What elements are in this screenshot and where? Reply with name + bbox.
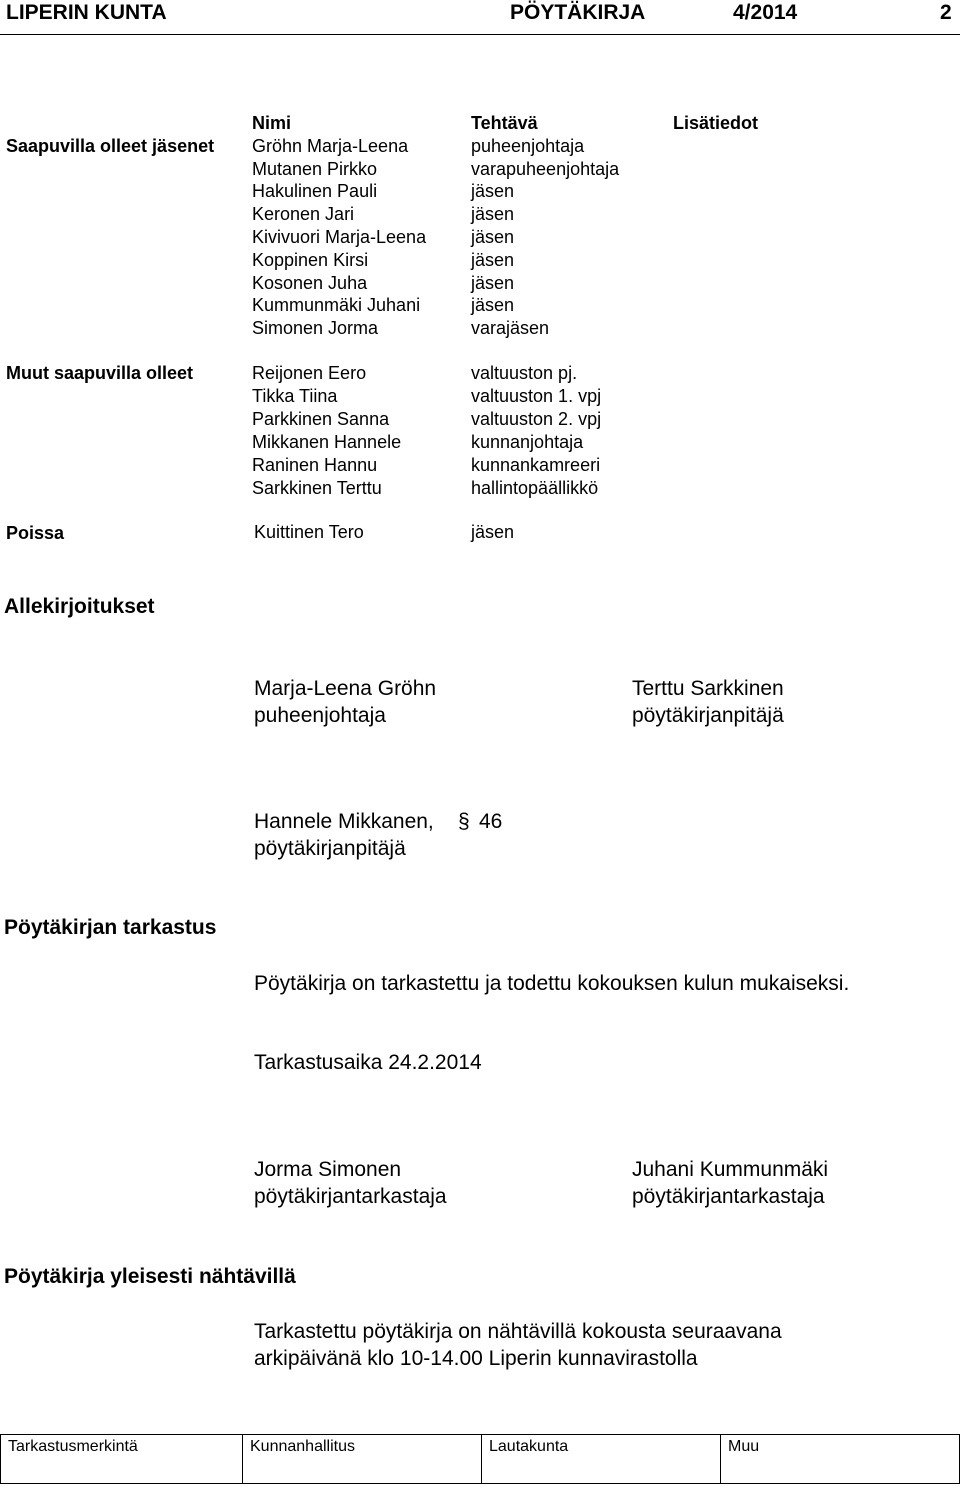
present-role: jäsen [471, 181, 515, 201]
present-name: Hakulinen Pauli [252, 181, 378, 201]
other-name: Tikka Tiina [252, 386, 338, 406]
signer-name: Terttu Sarkkinen [632, 677, 784, 700]
document-type: PÖYTÄKIRJA [510, 1, 646, 24]
reviewer-title: pöytäkirjantarkastaja [632, 1185, 825, 1208]
review-statement: Pöytäkirja on tarkastettu ja todettu kokouksen kulun mukaiseksi. [254, 972, 850, 995]
present-role: jäsen [471, 204, 515, 224]
present-members-label: Saapuvilla olleet jäsenet [6, 136, 215, 156]
footer-cell-committee: Lautakunta [482, 1435, 721, 1483]
signatures-heading: Allekirjoitukset [4, 595, 155, 618]
footer-cell-other: Muu [728, 1438, 760, 1455]
present-role: jäsen [471, 227, 515, 247]
footer-cell-review-mark: Tarkastusmerkintä [1, 1435, 243, 1483]
other-role: hallintopäällikkö [471, 478, 599, 498]
other-role: valtuuston pj. [471, 363, 578, 383]
other-role: valtuuston 1. vpj [471, 386, 602, 406]
others-present-label: Muut saapuvilla olleet [6, 363, 194, 383]
other-name: Parkkinen Sanna [252, 409, 390, 429]
header-divider [0, 34, 960, 35]
public-heading: Pöytäkirja yleisesti nähtävillä [4, 1265, 296, 1288]
present-name: Mutanen Pirkko [252, 159, 378, 179]
present-role: jäsen [471, 295, 515, 315]
column-header-role: Tehtävä [471, 113, 538, 133]
section-sign-icon: § [458, 810, 470, 833]
other-name: Raninen Hannu [252, 455, 378, 475]
reviewer-name: Juhani Kummunmäki [632, 1158, 829, 1181]
signer-title: pöytäkirjanpitäjä [632, 704, 784, 727]
page-number: 2 [940, 1, 952, 24]
other-role: kunnankamreeri [471, 455, 601, 475]
present-name: Kummunmäki Juhani [252, 295, 421, 315]
column-header-name: Nimi [252, 113, 292, 133]
present-name: Koppinen Kirsi [252, 250, 369, 270]
present-name: Kosonen Juha [252, 273, 368, 293]
absent-label: Poissa [6, 523, 65, 543]
other-name: Sarkkinen Terttu [252, 478, 382, 498]
reviewer-title: pöytäkirjantarkastaja [254, 1185, 447, 1208]
present-role: puheenjohtaja [471, 136, 585, 156]
public-text-line: Tarkastettu pöytäkirja on nähtävillä kokousta seuraavana [254, 1320, 782, 1343]
present-name: Gröhn Marja-Leena [252, 136, 409, 156]
absent-name: Kuittinen Tero [254, 522, 364, 542]
present-role: jäsen [471, 250, 515, 270]
signer-name: Hannele Mikkanen, [254, 810, 434, 833]
section-number: 46 [479, 810, 503, 833]
footer-table [0, 1434, 960, 1484]
reviewer-name: Jorma Simonen [254, 1158, 402, 1181]
present-role: jäsen [471, 273, 515, 293]
present-name: Simonen Jorma [252, 318, 379, 338]
present-role: varapuheenjohtaja [471, 159, 620, 179]
signer-title: puheenjohtaja [254, 704, 386, 727]
public-text-line: arkipäivänä klo 10-14.00 Liperin kunnavirastolla [254, 1347, 698, 1370]
other-role: kunnanjohtaja [471, 432, 584, 452]
document-number: 4/2014 [733, 1, 798, 24]
municipality-name: LIPERIN KUNTA [6, 1, 167, 24]
review-heading: Pöytäkirjan tarkastus [4, 916, 217, 939]
column-header-info: Lisätiedot [673, 113, 759, 133]
signer-title: pöytäkirjanpitäjä [254, 837, 406, 860]
other-role: valtuuston 2. vpj [471, 409, 602, 429]
signer-name: Marja-Leena Gröhn [254, 677, 437, 700]
present-role: varajäsen [471, 318, 550, 338]
present-name: Keronen Jari [252, 204, 355, 224]
other-name: Reijonen Eero [252, 363, 367, 383]
other-name: Mikkanen Hannele [252, 432, 402, 452]
footer-cell-board: Kunnanhallitus [243, 1435, 482, 1483]
present-name: Kivivuori Marja-Leena [252, 227, 427, 247]
absent-role: jäsen [471, 522, 515, 542]
review-time: Tarkastusaika 24.2.2014 [254, 1051, 482, 1074]
